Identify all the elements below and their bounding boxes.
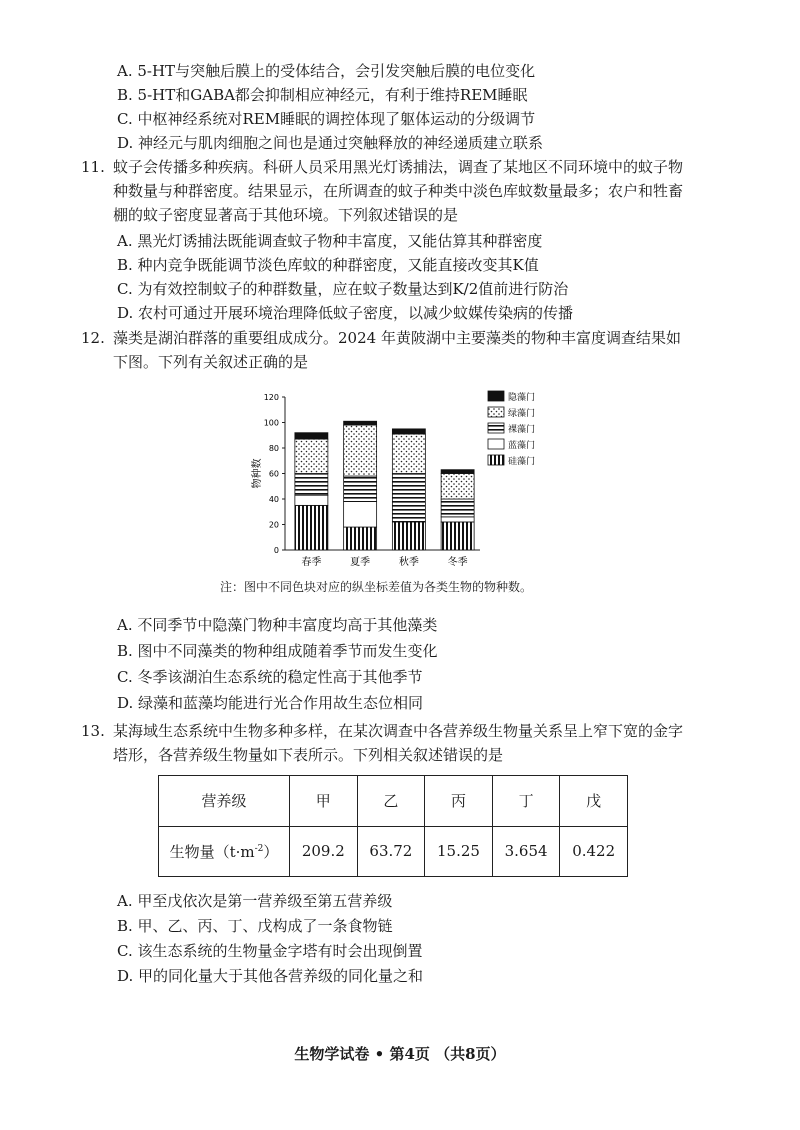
q11-stem-line-1: 蚊子会传播多种疾病。科研人员采用黑光灯诱捕法，调查了某地区不同环境中的蚊子物 bbox=[113, 158, 684, 176]
q13-stem-line-2: 塔形，各营养级生物量如下表所示。下列相关叙述错误的是 bbox=[113, 746, 504, 764]
legend-label: 隐藻门 bbox=[508, 393, 536, 403]
x-tick-label: 冬季 bbox=[447, 557, 468, 568]
legend-swatch bbox=[488, 455, 504, 465]
bar-segment-blank bbox=[344, 502, 377, 528]
row-label-text: 生物量（t·m bbox=[169, 842, 255, 861]
table-value-cell: 0.422 bbox=[560, 826, 628, 877]
q12-stem-line-1: 藻类是湖泊群落的重要组成成分。2024 年黄陂湖中主要藻类的物种丰富度调查结果如 bbox=[113, 329, 681, 347]
q10-option-d: D. 神经元与肌肉细胞之间也是通过突触释放的神经递质建立联系 bbox=[117, 134, 544, 152]
table-level-cell: 甲 bbox=[290, 776, 358, 827]
table-value-cell: 15.25 bbox=[425, 826, 493, 877]
bar-segment-dots bbox=[441, 474, 474, 500]
q13-stem-line-1: 某海域生态系统中生物多种多样，在某次调查中各营养级生物量关系呈上窄下宽的金字 bbox=[113, 722, 684, 740]
x-tick-label: 春季 bbox=[301, 557, 322, 568]
table-row bbox=[159, 826, 628, 877]
y-tick-label: 120 bbox=[263, 393, 279, 402]
bar-segment-dots bbox=[295, 439, 328, 473]
table-header-row bbox=[159, 776, 628, 827]
row-label-sup: -2 bbox=[254, 843, 264, 854]
table-row-label bbox=[159, 826, 290, 877]
legend-label: 硅藻门 bbox=[508, 457, 536, 467]
bar-segment-solid bbox=[392, 429, 425, 434]
q13-option-c: C. 该生态系统的生物量金字塔有时会出现倒置 bbox=[117, 942, 423, 960]
q10-option-a: A. 5-HT与突触后膜上的受体结合，会引发突触后膜的电位变化 bbox=[117, 62, 536, 80]
q13-option-b: B. 甲、乙、丙、丁、戊构成了一条食物链 bbox=[117, 917, 393, 935]
bar-segment-vertical bbox=[392, 522, 425, 550]
bar-segment-horizontal bbox=[392, 474, 425, 522]
bar-segment-horizontal bbox=[344, 476, 377, 502]
bar-segment-horizontal bbox=[441, 499, 474, 517]
table-value-cell: 63.72 bbox=[357, 826, 425, 877]
legend-swatch bbox=[488, 423, 504, 433]
table-header-label: 营养级 bbox=[159, 776, 290, 827]
q12-number: 12. bbox=[81, 329, 105, 347]
y-tick-label: 40 bbox=[268, 495, 279, 504]
table-value-cell: 209.2 bbox=[290, 826, 358, 877]
bar-segment-dots bbox=[344, 425, 377, 476]
bar-segment-solid bbox=[441, 470, 474, 474]
q13-option-d: D. 甲的同化量大于其他各营养级的同化量之和 bbox=[117, 967, 424, 985]
bar-segment-vertical bbox=[344, 527, 377, 550]
table-level-cell: 丙 bbox=[425, 776, 493, 827]
y-tick-label: 20 bbox=[268, 520, 279, 530]
legend-swatch bbox=[488, 407, 504, 417]
legend-label: 裸藻门 bbox=[508, 425, 536, 435]
y-axis-label: 物种数 bbox=[252, 458, 263, 489]
q11-option-d: D. 农村可通过开展环境治理降低蚊子密度，以减少蚊媒传染病的传播 bbox=[117, 304, 574, 322]
y-tick-label: 100 bbox=[263, 418, 279, 428]
table-level-cell: 戊 bbox=[560, 776, 628, 827]
q12-stem-line-2: 下图。下列有关叙述正确的是 bbox=[113, 353, 309, 371]
q12-option-b: B. 图中不同藻类的物种组成随着季节而发生变化 bbox=[117, 642, 438, 660]
q11-stem-line-3: 棚的蚊子密度显著高于其他环境。下列叙述错误的是 bbox=[113, 206, 459, 224]
chart-note: 注：图中不同色块对应的纵坐标差值为各类生物的物种数。 bbox=[220, 580, 533, 594]
bar-segment-blank bbox=[441, 517, 474, 522]
q11-number: 11. bbox=[81, 158, 105, 176]
q11-option-a: A. 黑光灯诱捕法既能调查蚊子物种丰富度，又能估算其种群密度 bbox=[117, 232, 543, 250]
q11-stem-line-2: 种数量与种群密度。结果显示，在所调查的蚊子种类中淡色库蚊数量最多；农户和牲畜 bbox=[113, 182, 684, 200]
table-level-cell: 乙 bbox=[357, 776, 425, 827]
legend-label: 绿藻门 bbox=[508, 409, 536, 419]
q13-number: 13. bbox=[81, 722, 105, 740]
q12-option-c: C. 冬季该湖泊生态系统的稳定性高于其他季节 bbox=[117, 668, 423, 686]
bar-segment-dots bbox=[392, 434, 425, 474]
page-footer: 生物学试卷 • 第4页 （共8页） bbox=[294, 1045, 506, 1063]
q10-option-b: B. 5-HT和GABA都会抑制相应神经元，有利于维持REM睡眠 bbox=[117, 86, 528, 104]
q12-option-d: D. 绿藻和蓝藻均能进行光合作用故生态位相同 bbox=[117, 694, 424, 712]
table-value-cell: 3.654 bbox=[492, 826, 560, 877]
bar-segment-solid bbox=[344, 421, 377, 425]
x-tick-label: 夏季 bbox=[350, 557, 371, 568]
q11-option-b: B. 种内竞争既能调节淡色库蚊的种群密度，又能直接改变其K值 bbox=[117, 256, 539, 274]
legend-swatch bbox=[488, 439, 504, 449]
x-tick-label: 秋季 bbox=[398, 557, 419, 568]
row-label-end: ） bbox=[263, 842, 279, 861]
legend-label: 蓝藻门 bbox=[508, 441, 536, 451]
q10-option-c: C. 中枢神经系统对REM睡眠的调控体现了躯体运动的分级调节 bbox=[117, 110, 536, 128]
algae-species-chart bbox=[230, 385, 570, 575]
bar-segment-solid bbox=[295, 433, 328, 439]
y-tick-label: 60 bbox=[268, 469, 279, 479]
q13-option-a: A. 甲至戊依次是第一营养级至第五营养级 bbox=[117, 892, 393, 910]
bar-segment-vertical bbox=[295, 505, 328, 550]
biomass-table bbox=[158, 775, 628, 877]
q12-option-a: A. 不同季节中隐藻门物种丰富度均高于其他藻类 bbox=[117, 616, 438, 634]
q11-option-c: C. 为有效控制蚊子的种群数量，应在蚊子数量达到K/2值前进行防治 bbox=[117, 280, 569, 298]
y-tick-label: 80 bbox=[268, 444, 279, 453]
bar-segment-vertical bbox=[441, 522, 474, 550]
table-level-cell: 丁 bbox=[492, 776, 560, 827]
bar-segment-blank bbox=[295, 495, 328, 505]
bar-segment-horizontal bbox=[295, 474, 328, 496]
y-tick-label: 0 bbox=[273, 546, 279, 555]
legend-swatch bbox=[488, 391, 504, 401]
